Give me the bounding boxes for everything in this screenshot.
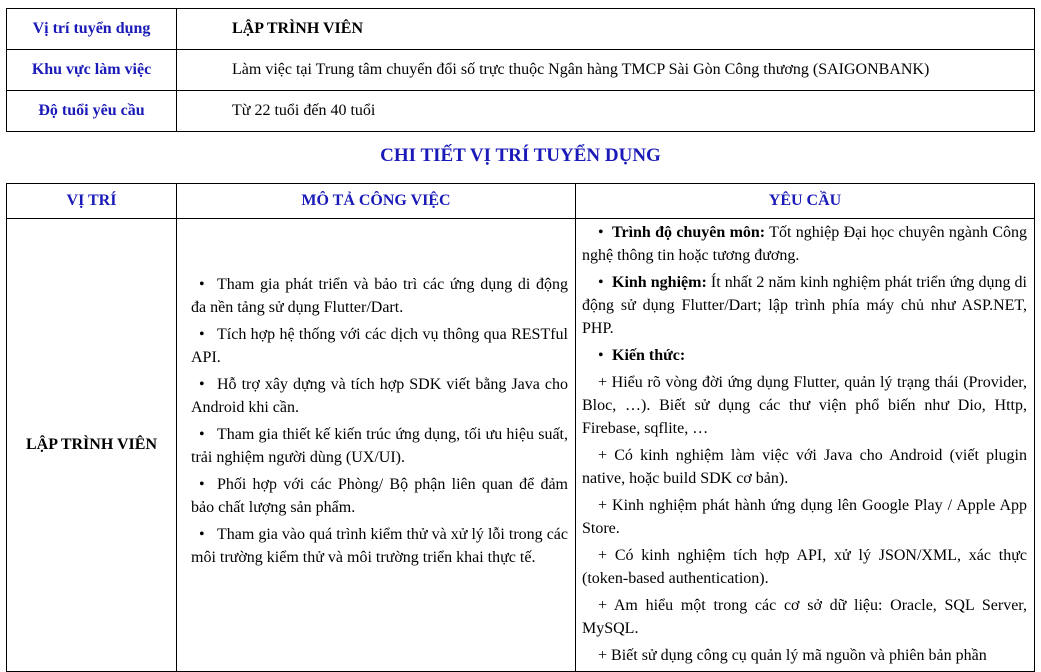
description-item (191, 273, 568, 319)
bullet-icon: • (199, 526, 205, 543)
knowledge-item: + Biết sử dụng công cụ quản lý mã nguồn và phiên bản phần (598, 647, 987, 664)
bullet-icon: • (199, 376, 205, 393)
description-text: Tham gia phát triển và bảo trì các ứng dụng di động đa nền tảng sử dụng Flutter/Dart. (191, 276, 568, 316)
knowledge-item: + Có kinh nghiệm làm việc với Java cho Android (viết plugin native, hoặc build SDK cơ bản). (582, 447, 1027, 487)
requirements-cell (576, 219, 1035, 672)
requirement-text: Tốt nghiệp Đại học chuyên ngành Công nghệ thông tin hoặc tương đương. (582, 224, 1028, 264)
info-value: Từ 22 tuổi đến 40 tuổi (177, 91, 1035, 132)
info-value: LẬP TRÌNH VIÊN (177, 9, 1035, 50)
knowledge-item: + Hiểu rõ vòng đời ứng dụng Flutter, quản lý trạng thái (Provider, Bloc, …). Biết sử dụng các thư viện phổ biến như Dio, Http, Firebase, sqflite, … (582, 374, 1027, 437)
section-title: CHI TIẾT VỊ TRÍ TUYỂN DỤNG (380, 145, 661, 166)
requirement-label: Trình độ chuyên môn: (612, 224, 766, 241)
description-text: Tích hợp hệ thống với các dịch vụ thông qua RESTful API. (191, 326, 568, 366)
header-requirements: YÊU CẦU (576, 184, 1035, 219)
info-label: Vị trí tuyển dụng (7, 9, 177, 50)
description-item (191, 323, 568, 369)
header-position: VỊ TRÍ (7, 184, 177, 219)
bullet-icon: • (598, 224, 604, 241)
description-item (191, 373, 568, 419)
knowledge-item: + Am hiểu một trong các cơ sở dữ liệu: Oracle, SQL Server, MySQL. (582, 597, 1027, 637)
knowledge-item: + Có kinh nghiệm tích hợp API, xử lý JSON/XML, xác thực (token-based authentication). (582, 547, 1027, 587)
description-text: Hỗ trợ xây dựng và tích hợp SDK viết bằng Java cho Android khi cần. (191, 376, 568, 416)
description-cell (177, 219, 576, 672)
requirement-label: Kinh nghiệm: (612, 274, 707, 291)
requirement-experience (582, 271, 1027, 340)
bullet-icon: • (199, 326, 205, 343)
bullet-icon: • (598, 274, 604, 291)
info-label: Khu vực làm việc (7, 50, 177, 91)
detail-row (7, 219, 1035, 672)
detail-header-row (7, 184, 1035, 219)
job-info-table (6, 8, 1035, 132)
description-text: Tham gia thiết kế kiến trúc ứng dụng, tối ưu hiệu suất, trải nghiệm người dùng (UX/UI). (191, 426, 568, 466)
requirement-knowledge (582, 344, 1027, 367)
requirement-text: Ít nhất 2 năm kinh nghiệm phát triển ứng dụng di động sử dụng Flutter/Dart; lập trình phía máy chủ như ASP.NET, PHP. (582, 274, 1028, 337)
description-item (191, 423, 568, 469)
bullet-icon: • (598, 347, 604, 364)
requirement-education (582, 221, 1027, 267)
bullet-icon: • (199, 276, 205, 293)
position-cell: LẬP TRÌNH VIÊN (7, 219, 177, 672)
job-detail-table (6, 183, 1035, 672)
info-row-location (7, 50, 1035, 91)
description-text: Tham gia vào quá trình kiểm thử và xử lý lỗi trong các môi trường kiểm thử và môi trường triển khai thực tế. (191, 526, 568, 566)
description-item (191, 523, 568, 569)
info-row-position (7, 9, 1035, 50)
info-row-age (7, 91, 1035, 132)
description-item (191, 473, 568, 519)
info-label: Độ tuổi yêu cầu (7, 91, 177, 132)
bullet-icon: • (199, 426, 205, 443)
header-description: MÔ TẢ CÔNG VIỆC (177, 184, 576, 219)
info-value: Làm việc tại Trung tâm chuyển đổi số trực thuộc Ngân hàng TMCP Sài Gòn Công thương (SAIGONBANK) (177, 50, 1035, 91)
description-text: Phối hợp với các Phòng/ Bộ phận liên quan để đảm bảo chất lượng sản phẩm. (191, 476, 568, 516)
requirement-label: Kiến thức: (612, 347, 686, 364)
bullet-icon: • (199, 476, 205, 493)
knowledge-item: + Kinh nghiệm phát hành ứng dụng lên Google Play / Apple App Store. (582, 497, 1027, 537)
